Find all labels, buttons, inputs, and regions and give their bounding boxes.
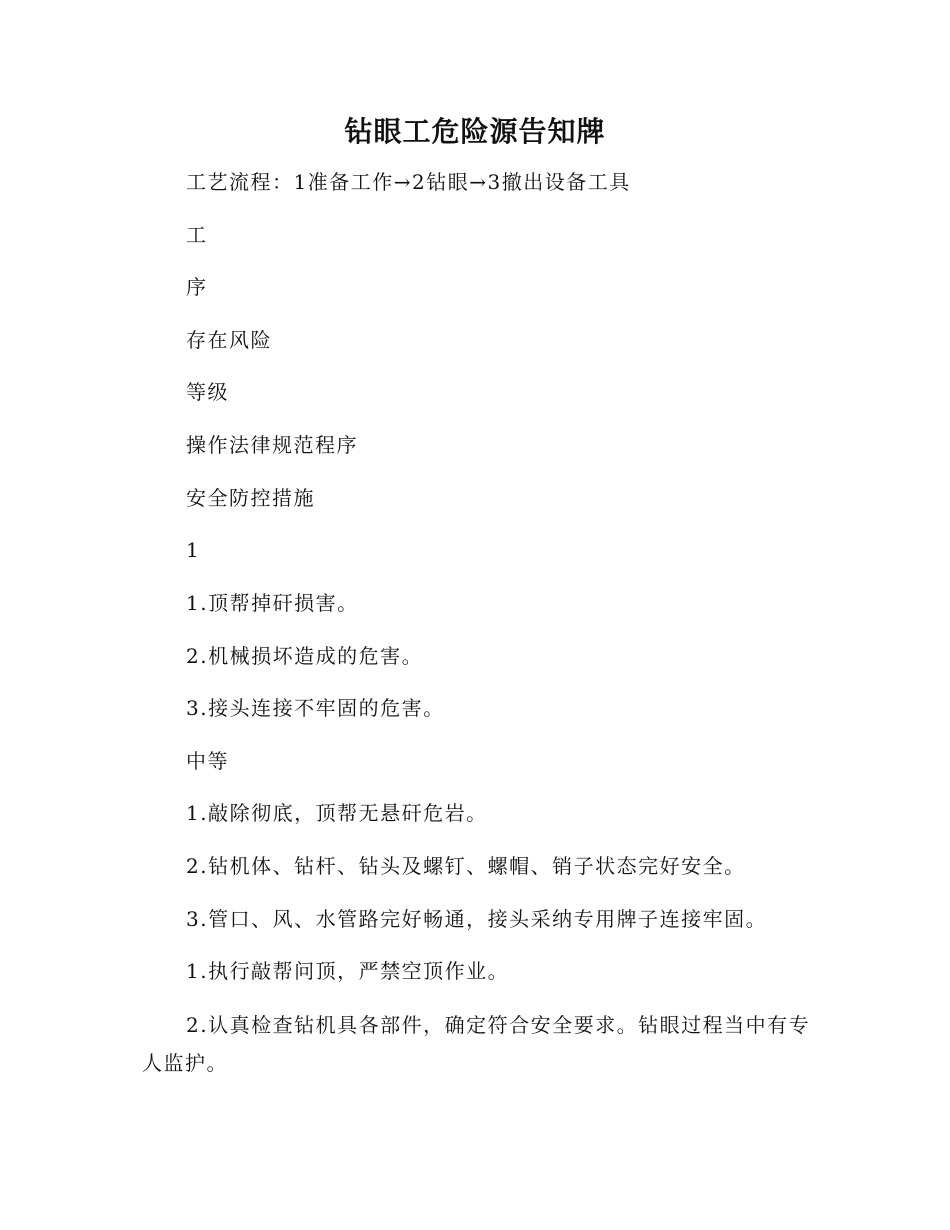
step-number: 1 — [186, 538, 201, 562]
document-title: 钻眼工危险源告知牌 — [344, 115, 606, 148]
risk-item-3: 3.接头连接不牢固的危害。 — [186, 696, 445, 720]
risk-item-1: 1.顶帮掉矸损害。 — [186, 591, 359, 615]
table-header-procedure: 操作法律规范程序 — [186, 433, 358, 457]
procedure-item-1: 1.敲除彻底，顶帮无悬矸危岩。 — [186, 801, 488, 825]
table-header-risk: 存在风险 — [186, 328, 272, 352]
process-flow-line: 工艺流程：1准备工作→2钻眼→3撤出设备工具 — [186, 170, 631, 194]
table-header-process-char1: 工 — [186, 223, 208, 247]
measure-item-2: 2.认真检查钻机具各部件，确定符合安全要求。钻眼过程当中有专人监护。 — [142, 1013, 811, 1075]
table-header-level: 等级 — [186, 380, 229, 404]
measure-item-1: 1.执行敲帮问顶，严禁空顶作业。 — [186, 959, 510, 983]
procedure-item-2: 2.钻机体、钻杆、钻头及螺钉、螺帽、销子状态完好安全。 — [186, 854, 746, 878]
procedure-item-3: 3.管口、风、水管路完好畅通，接头采纳专用牌子连接牢固。 — [186, 907, 768, 931]
table-header-measures: 安全防控措施 — [186, 486, 315, 510]
risk-item-2: 2.机械损坏造成的危害。 — [186, 644, 424, 668]
table-header-process-char2: 序 — [186, 275, 208, 299]
risk-level: 中等 — [186, 749, 229, 773]
